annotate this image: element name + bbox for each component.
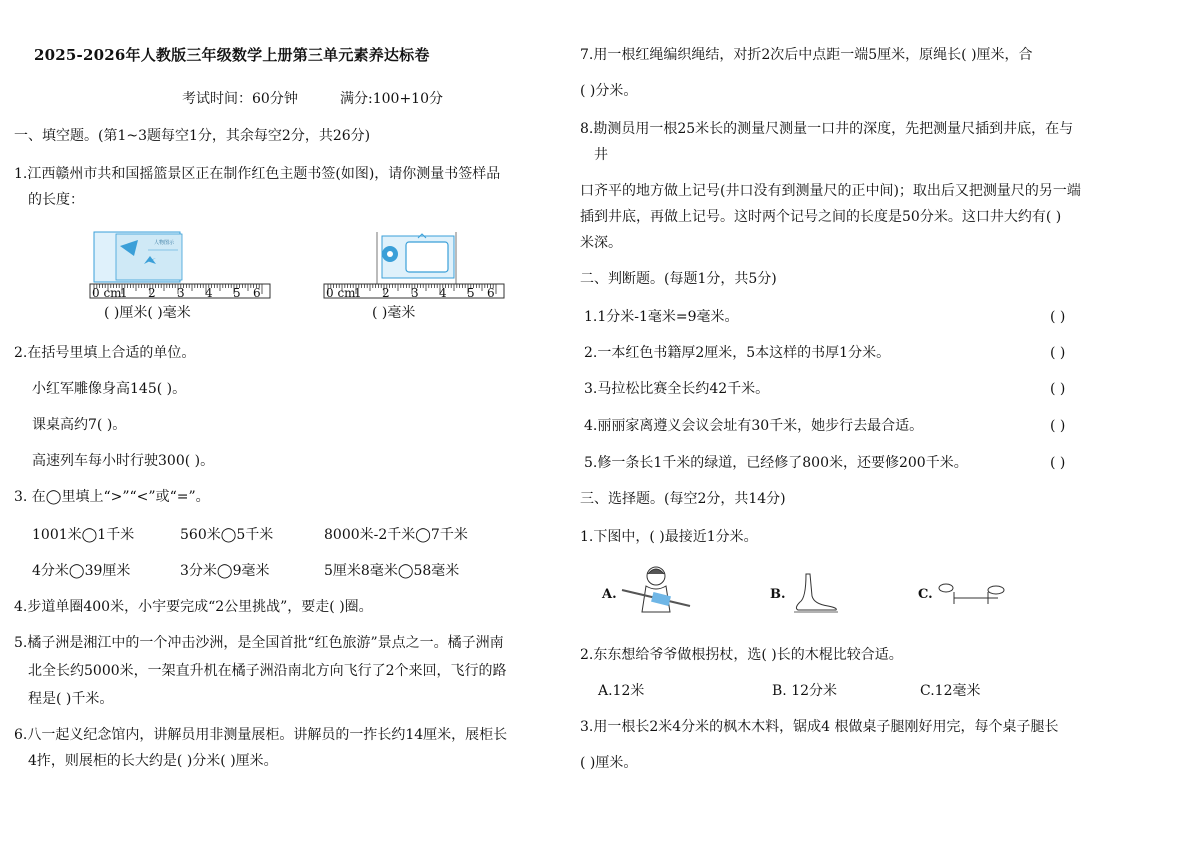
exam-time: 考试时间：60分钟 [182, 91, 298, 107]
q8-line1: 8.勘测员用一根25米长的测量尺测量一口井的深度，先把测量尺插到井底，在与 [580, 121, 1074, 137]
choice-q3-line1: 3.用一根长2米4分米的枫木木料，锯成4 根做桌子腿刚好用完，每个桌子腿长 [580, 719, 1059, 735]
ruler1-tick-3: 3 [177, 286, 185, 300]
ruler1-tick-2: 2 [148, 286, 156, 300]
q2-stem: 2.在括号里填上合适的单位。 [14, 345, 196, 361]
choice-q2-option-c[interactable]: C.12毫米 [920, 683, 981, 699]
choice-q1-stem[interactable]: 1.下图中，( )最接近1分米。 [580, 529, 758, 545]
q1-line2: 的长度： [28, 192, 84, 208]
ruler1-unit: 0 cm [92, 286, 122, 300]
q6-line2[interactable]: 4拃，则展柜的长大约是( )分米( )厘米。 [28, 753, 278, 769]
choice-option-b[interactable]: B. [770, 587, 786, 602]
page-title: 2025-2026年人教版三年级数学上册第三单元素养达标卷 [34, 46, 430, 64]
q1-answer-left[interactable]: ( )厘米( )毫米 [104, 305, 191, 321]
section3-heading: 三、选择题。(每空2分，共14分) [580, 491, 786, 507]
q8-line4[interactable]: 插到井底，再做上记号。这时两个记号之间的长度是50分米。这口井大约有( ) [580, 209, 1062, 225]
ruler1-tick-5: 5 [233, 286, 241, 300]
judge-blank-1[interactable]: ( ) [1050, 309, 1066, 325]
judge-blank-5[interactable]: ( ) [1050, 455, 1066, 471]
judge-item-5: 5.修一条长1千米的绿道，已经修了800米，还要修200千米。 [584, 455, 968, 471]
footprint-distance-image [936, 576, 1008, 610]
q3-stem: 3. 在◯里填上“>”“<”或“=”。 [14, 489, 210, 505]
q4[interactable]: 4.步道单圈400米，小宇要完成“2公里挑战”，要走( )圈。 [14, 599, 373, 615]
ruler2-tick-6: 6 [487, 286, 495, 300]
judge-item-3: 3.马拉松比赛全长约42千米。 [584, 381, 770, 397]
judge-item-1: 1.1分米-1毫米=9毫米。 [584, 309, 739, 325]
bookmark-ruler-figure-2 [322, 226, 512, 326]
foot-length-image [788, 570, 848, 614]
judge-item-4: 4.丽丽家离遵义会议会址有30千米，她步行去最合适。 [584, 418, 924, 434]
choice-q3-line2[interactable]: ( )厘米。 [580, 755, 638, 771]
svg-text:人物图示: 人物图示 [154, 240, 175, 246]
judge-blank-4[interactable]: ( ) [1050, 418, 1066, 434]
section2-heading: 二、判断题。(每题1分，共5分) [580, 271, 777, 287]
child-arm-span-image [618, 564, 694, 626]
ruler2-tick-5: 5 [467, 286, 475, 300]
q2-c[interactable]: 高速列车每小时行驶300( )。 [32, 453, 215, 469]
choice-option-c[interactable]: C. [918, 587, 933, 602]
q5-line2: 北全长约5000米，一架直升机在橘子洲沿南北方向飞行了2个来回，飞行的路 [28, 663, 507, 679]
q6-line1: 6.八一起义纪念馆内，讲解员用非测量展柜。讲解员的一拃长约14厘米，展柜长 [14, 727, 508, 743]
full-score: 满分:100+10分 [340, 91, 443, 107]
q5-line3[interactable]: 程是( )千米。 [28, 691, 114, 707]
q5-line1: 5.橘子洲是湘江中的一个冲击沙洲，是全国首批“红色旅游”景点之一。橘子洲南 [14, 635, 504, 651]
q3-item-3[interactable]: 8000米-2千米◯7千米 [324, 527, 468, 543]
q8-line5: 米深。 [580, 235, 622, 251]
judge-blank-3[interactable]: ( ) [1050, 381, 1066, 397]
ruler2-tick-4: 4 [439, 286, 447, 300]
q3-item-6[interactable]: 5厘米8毫米◯58毫米 [324, 563, 460, 579]
choice-option-a[interactable]: A. [602, 587, 617, 602]
ruler1-tick-1: 1 [120, 286, 128, 300]
choice-q2-stem[interactable]: 2.东东想给爷爷做根拐杖，选( )长的木棍比较合适。 [580, 647, 903, 663]
ruler2-tick-3: 3 [411, 286, 419, 300]
q1-answer-right[interactable]: ( )毫米 [372, 305, 416, 321]
q7-line1: 7.用一根红绳编织绳结，对折2次后中点距一端5厘米，原绳长( )厘米，合 [580, 47, 1033, 63]
q2-a[interactable]: 小红军雕像身高145( )。 [32, 381, 187, 397]
q3-item-2[interactable]: 560米◯5千米 [180, 527, 274, 543]
q3-item-4[interactable]: 4分米◯39厘米 [32, 563, 131, 579]
choice-q2-option-a[interactable]: A.12米 [598, 683, 645, 699]
ruler1-tick-6: 6 [253, 286, 261, 300]
ruler2-tick-2: 2 [382, 286, 390, 300]
q8-line2: 井 [594, 147, 608, 163]
q8-line3: 口齐平的地方做上记号(井口没有到测量尺的正中间)；取出后又把测量尺的另一端 [580, 183, 1081, 199]
ruler1-tick-4: 4 [205, 286, 213, 300]
q1-line1: 1.江西赣州市共和国摇篮景区正在制作红色主题书签(如图)，请你测量书签样品 [14, 166, 501, 182]
q2-b[interactable]: 课桌高约7( )。 [32, 417, 127, 433]
choice-q2-option-b[interactable]: B. 12分米 [772, 683, 838, 699]
q7-line2[interactable]: ( )分米。 [580, 83, 638, 99]
ruler2-unit: 0 cm [326, 286, 356, 300]
q3-item-5[interactable]: 3分米◯9毫米 [180, 563, 270, 579]
ruler2-tick-1: 1 [354, 286, 362, 300]
q3-item-1[interactable]: 1001米◯1千米 [32, 527, 135, 543]
judge-item-2: 2.一本红色书籍厚2厘米，5本这样的书厚1分米。 [584, 345, 891, 361]
section1-heading: 一、填空题。(第1~3题每空1分，其余每空2分，共26分) [14, 128, 371, 144]
judge-blank-2[interactable]: ( ) [1050, 345, 1066, 361]
